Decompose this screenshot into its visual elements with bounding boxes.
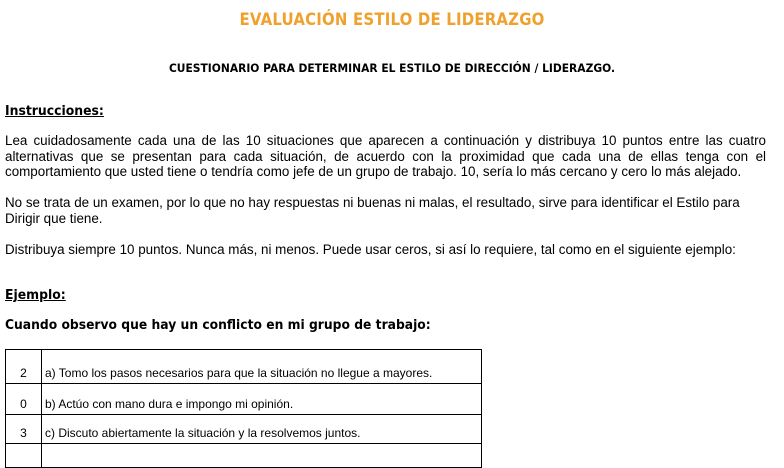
instructions-paragraph-1: Lea cuidadosamente cada una de las 10 situaciones que aparecen a continuación y distribuya 10 puntos entre las cuatro alternativas que se presentan para cada situación, de acuerdo con la proximidad que cada una de ellas tenga con el comportamiento que usted tiene o tendría como jefe de un grupo de trabajo. 10, sería lo más cercano y cero lo más alejado.	[5, 133, 766, 179]
instructions-paragraph-3: Distribuya siempre 10 puntos. Nunca más, ni menos. Puede usar ceros, si así lo requiere, tal como en el siguiente ejemplo:	[5, 242, 736, 257]
points-cell[interactable]: 0	[6, 384, 42, 415]
points-cell[interactable]: 3	[6, 415, 42, 444]
option-cell	[42, 444, 482, 468]
option-cell: c) Discuto abiertamente la situación y la resolvemos juntos.	[42, 415, 482, 444]
instructions-heading: Instrucciones:	[5, 103, 104, 119]
example-heading: Ejemplo:	[5, 287, 66, 303]
example-table	[5, 349, 482, 468]
table-row	[6, 384, 482, 415]
points-cell[interactable]	[6, 444, 42, 468]
points-cell[interactable]: 2	[6, 350, 42, 384]
example-question: Cuando observo que hay un conflicto en mi grupo de trabajo:	[5, 318, 431, 333]
table-row	[6, 415, 482, 444]
document-title: EVALUACIÓN ESTILO DE LIDERAZGO	[239, 10, 545, 30]
option-cell: a) Tomo los pasos necesarios para que la situación no llegue a mayores.	[42, 350, 482, 384]
table-row	[6, 444, 482, 468]
instructions-paragraph-2: No se trata de un examen, por lo que no hay respuestas ni buenas ni malas, el resultado, sirve para identificar el Estilo para Dirigir que tiene.	[5, 195, 740, 226]
table-row	[6, 350, 482, 384]
option-cell: b) Actúo con mano dura e impongo mi opinión.	[42, 384, 482, 415]
document-subtitle: CUESTIONARIO PARA DETERMINAR EL ESTILO DE DIRECCIÓN / LIDERAZGO.	[168, 61, 616, 75]
